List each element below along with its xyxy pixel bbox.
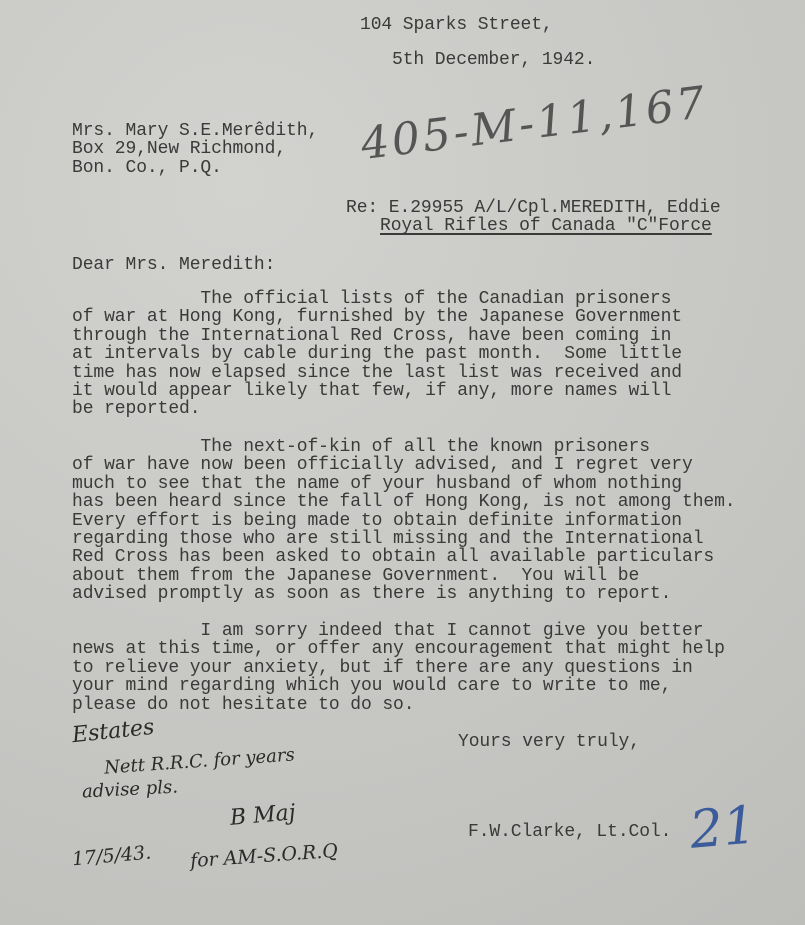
- handwritten-note: Nett R.R.C. for years: [103, 744, 296, 779]
- text-line: at intervals by cable during the past month. Some little: [72, 344, 683, 365]
- paragraph-3: [72, 622, 725, 714]
- salutation: Dear Mrs. Meredith:: [72, 255, 276, 275]
- re-unit: Royal Rifles of Canada "C"Force: [380, 216, 712, 237]
- text-line: your mind regarding which you would care to write to me,: [72, 676, 672, 697]
- text-line: about them from the Japanese Government. You will be: [72, 565, 640, 586]
- paragraph-1: [72, 290, 682, 419]
- recipient-line: Box 29,New Richmond,: [72, 139, 287, 160]
- text-line: of war have now been officially advised, and I regret very: [72, 455, 693, 476]
- handwritten-note: Estates: [70, 714, 156, 749]
- text-line: The official lists of the Canadian prisoners: [72, 289, 672, 309]
- text-line: The next-of-kin of all the known prisoners: [72, 437, 650, 457]
- text-line: Every effort is being made to obtain definite information: [72, 510, 683, 531]
- text-line: regarding those who are still missing and the International: [72, 528, 704, 549]
- text-line: has been heard since the fall of Hong Kong, is not among them.: [72, 492, 736, 513]
- handwritten-initials: 21: [687, 795, 759, 861]
- recipient-address: [72, 122, 318, 177]
- recipient-line: Bon. Co., P.Q.: [72, 157, 222, 178]
- recipient-line: Mrs. Mary S.E.Merêdith,: [72, 121, 319, 141]
- closing: Yours very truly,: [458, 732, 640, 752]
- text-line: through the International Red Cross, have been coming in: [72, 325, 672, 346]
- file-number-handwritten: 405-M-11,167: [358, 76, 711, 171]
- text-line: to relieve your anxiety, but if there are any questions in: [72, 657, 693, 678]
- text-line: much to see that the name of your husband of whom nothing: [72, 473, 683, 494]
- text-line: be reported.: [72, 399, 201, 420]
- paragraph-2: [72, 438, 736, 604]
- text-line: please do not hesitate to do so.: [72, 694, 415, 715]
- text-line: I am sorry indeed that I cannot give you better: [72, 621, 704, 641]
- text-line: Red Cross has been asked to obtain all available particulars: [72, 547, 715, 568]
- text-line: advised promptly as soon as there is anything to report.: [72, 584, 672, 605]
- re-subject: Re: E.29955 A/L/Cpl.MEREDITH, Eddie: [346, 198, 721, 218]
- sender-address: 104 Sparks Street,: [360, 15, 553, 35]
- text-line: news at this time, or offer any encouragement that might help: [72, 639, 725, 660]
- text-line: it would appear likely that few, if any, more names will: [72, 380, 672, 401]
- handwritten-note: B Maj: [228, 800, 297, 831]
- text-line: time has now elapsed since the last list was received and: [72, 362, 683, 383]
- text-line: of war at Hong Kong, furnished by the Japanese Government: [72, 307, 683, 328]
- handwritten-note: 17/5/43.: [71, 841, 153, 871]
- handwritten-note: for AM-S.O.R.Q: [189, 839, 339, 873]
- letter-date: 5th December, 1942.: [392, 50, 596, 70]
- re-line: [346, 199, 721, 236]
- handwritten-note: advise pls.: [81, 776, 179, 803]
- signature-block: F.W.Clarke, Lt.Col.: [468, 822, 672, 842]
